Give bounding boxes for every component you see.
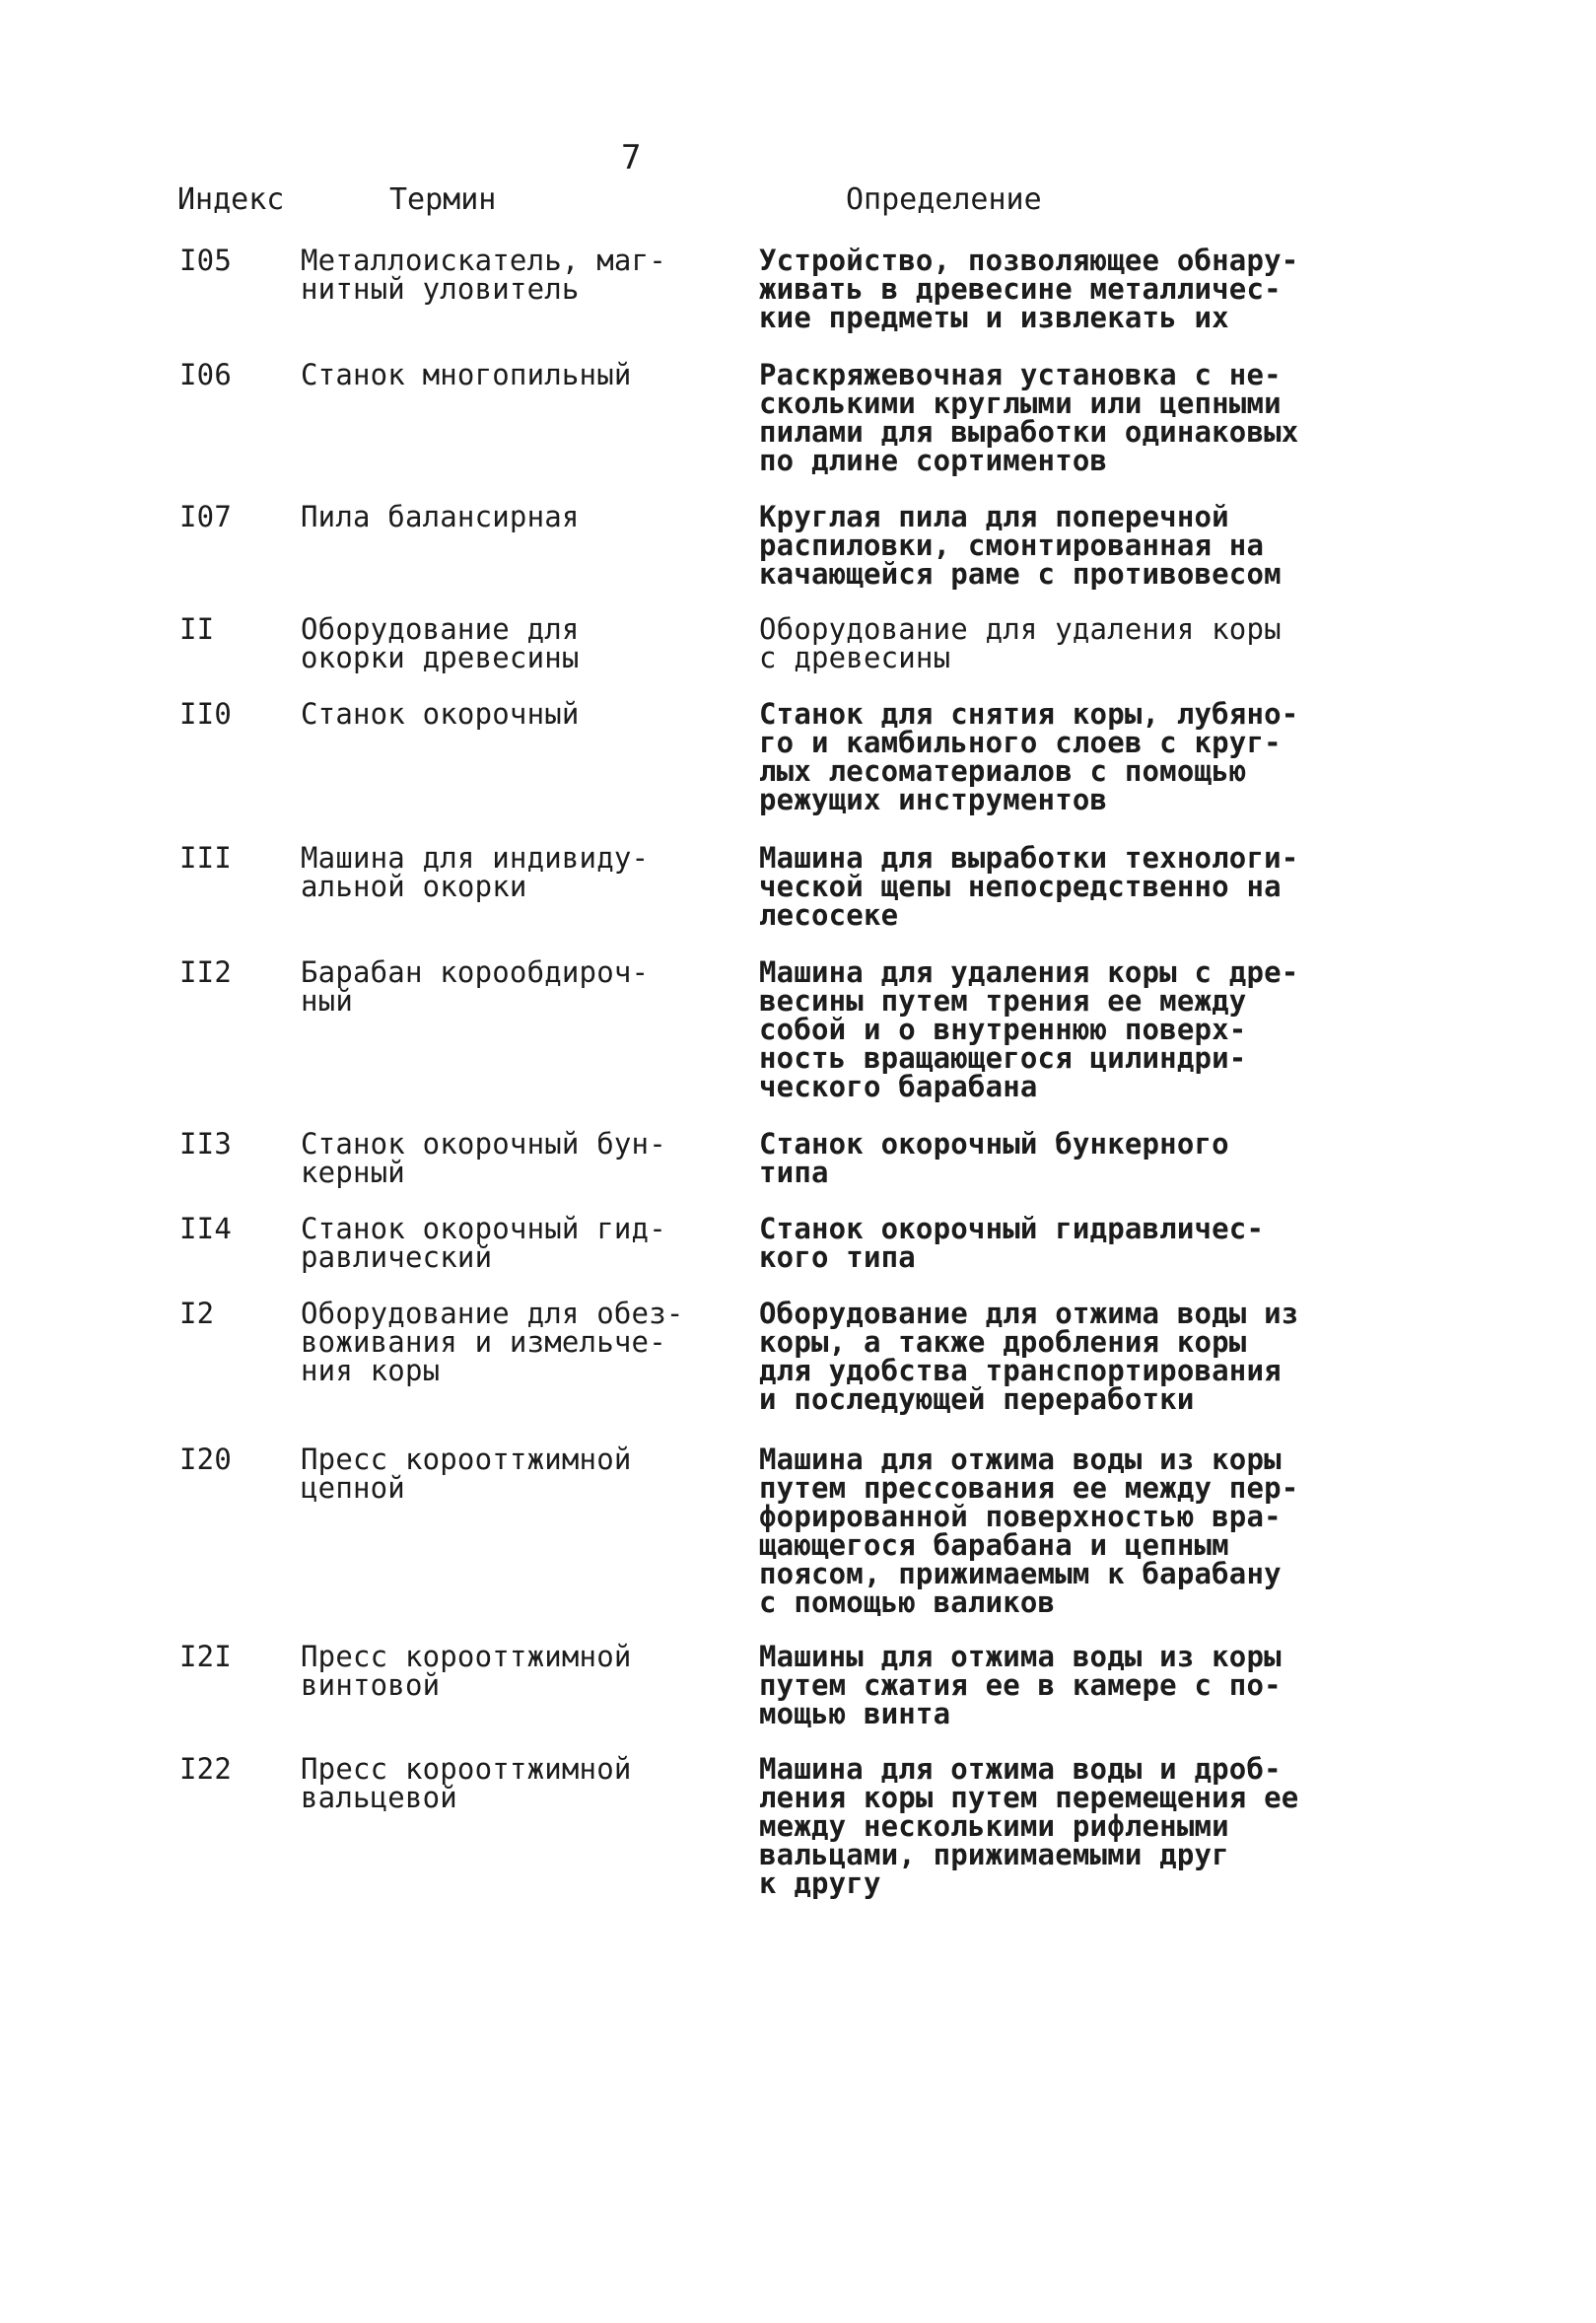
entry-index: I07 bbox=[179, 500, 232, 533]
entry-index: II0 bbox=[179, 697, 232, 731]
entry-definition: Машина для отжима воды и дроб- ления коры путем перемещения ее между несколькими рифлеными вальцами, прижимаемыми друг к другу bbox=[759, 1752, 1299, 1900]
entry-definition: Станок для снятия коры, лубяно- го и камбильного слоев с круг- лых лесоматериалов с помощью режущих инструментов bbox=[759, 697, 1299, 816]
entry-definition: Машина для выработки технологи- ческой щепы непосредственно на лесосеке bbox=[759, 841, 1299, 932]
entry-term: Металлоискатель, маг- нитный уловитель bbox=[301, 244, 666, 306]
entry-term: Станок окорочный бун- керный bbox=[301, 1127, 666, 1189]
entry-term: Станок окорочный bbox=[301, 697, 580, 731]
entry-term: Станок многопильный bbox=[301, 358, 632, 391]
entry-index: II2 bbox=[179, 955, 232, 989]
entry-index: I22 bbox=[179, 1752, 232, 1786]
column-header-definition: Определение bbox=[846, 182, 1042, 217]
entry-index: I05 bbox=[179, 244, 232, 277]
entry-index: I20 bbox=[179, 1443, 232, 1476]
column-header-index: Индекс bbox=[177, 182, 285, 217]
entry-definition: Машины для отжима воды из коры путем сжатия ее в камере с по- мощью винта bbox=[759, 1640, 1282, 1730]
entry-definition: Машина для отжима воды из коры путем прессования ее между пер- форированной поверхностью вра- щающегося барабана и цепным поясом, прижимаемым к барабану с помощью валиков bbox=[759, 1443, 1299, 1619]
entry-term: Оборудование для обез- воживания и измельче- ния коры bbox=[301, 1297, 684, 1387]
entry-definition: Круглая пила для поперечной распиловки, смонтированная на качающейся раме с противовесом bbox=[759, 500, 1282, 591]
entry-definition: Устройство, позволяющее обнару- живать в древесине металличес- кие предметы и извлекать их bbox=[759, 244, 1299, 334]
entry-index: I06 bbox=[179, 358, 232, 391]
entry-index: I2I bbox=[179, 1640, 232, 1673]
entry-index: II bbox=[179, 612, 215, 646]
entry-definition: Станок окорочный бункерного типа bbox=[759, 1127, 1229, 1189]
entry-term: Станок окорочный гид- равлический bbox=[301, 1212, 666, 1274]
entry-definition: Оборудование для отжима воды из коры, а также дробления коры для удобства транспортирования и последующей переработки bbox=[759, 1297, 1299, 1416]
entry-term: Пресс корооттжимной вальцевой bbox=[301, 1752, 632, 1814]
entry-index: II4 bbox=[179, 1212, 232, 1245]
entry-definition: Раскряжевочная установка с не- сколькими круглыми или цепными пилами для выработки одинаковых по длине сортиментов bbox=[759, 358, 1299, 477]
entry-index: I2 bbox=[179, 1297, 215, 1330]
entry-term: Пресс корооттжимной цепной bbox=[301, 1443, 632, 1505]
entry-index: III bbox=[179, 841, 232, 875]
column-header-term: Термин bbox=[389, 182, 497, 217]
entry-definition: Станок окорочный гидравличес- кого типа bbox=[759, 1212, 1265, 1274]
entry-term: Машина для индивиду- альной окорки bbox=[301, 841, 650, 903]
entry-term: Пила балансирная bbox=[301, 500, 580, 533]
entry-definition: Оборудование для удаления коры с древесины bbox=[759, 612, 1282, 674]
entry-term: Оборудование для окорки древесины bbox=[301, 612, 580, 674]
entry-term: Барабан корообдироч- ный bbox=[301, 955, 650, 1018]
entry-term: Пресс корооттжимной винтовой bbox=[301, 1640, 632, 1702]
entry-definition: Машина для удаления коры с дре- весины путем трения ее между собой и о внутреннюю поверх- ность вращающегося цилиндри- ческого барабана bbox=[759, 955, 1299, 1103]
page-number: 7 bbox=[621, 138, 642, 177]
entry-index: II3 bbox=[179, 1127, 232, 1161]
